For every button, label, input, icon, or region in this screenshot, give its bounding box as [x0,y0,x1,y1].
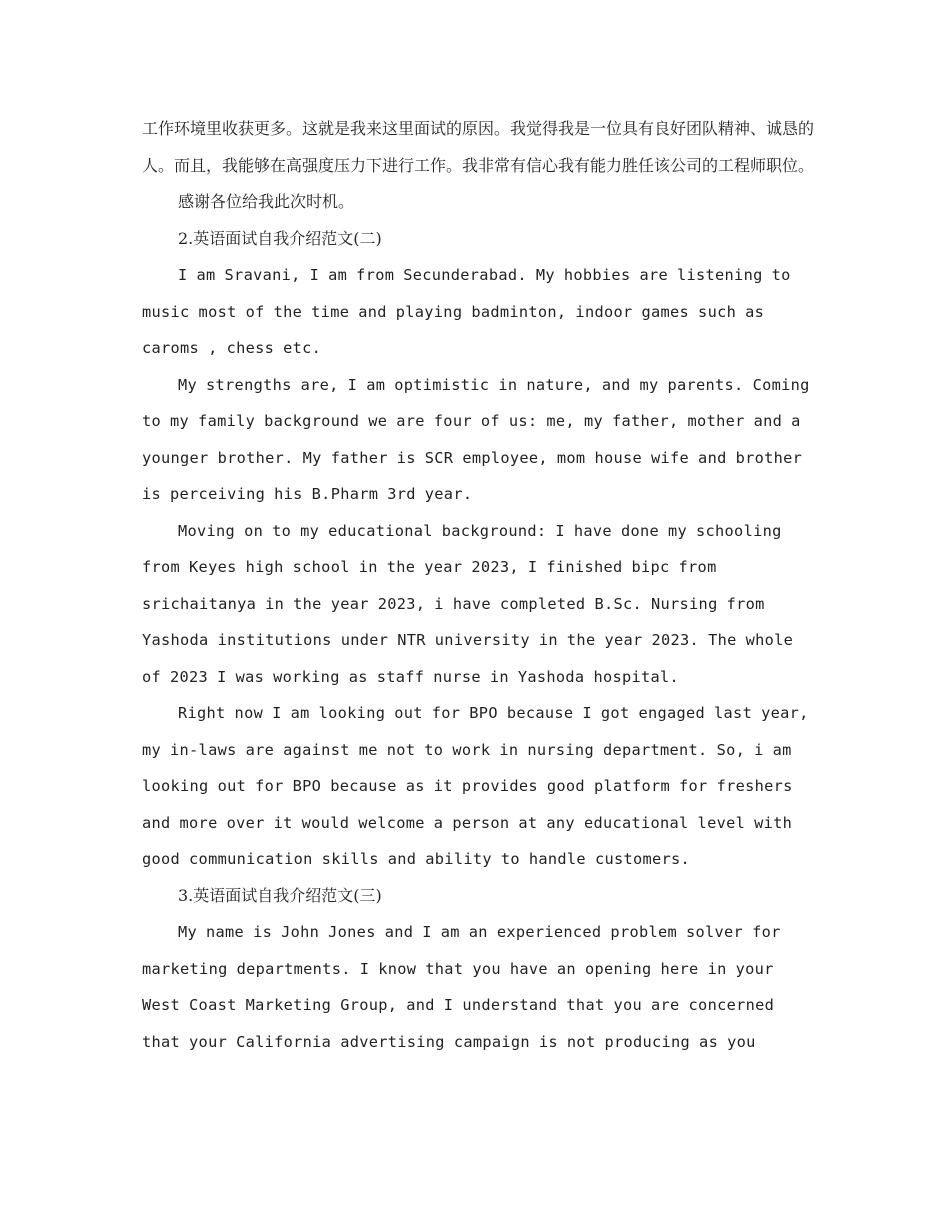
document-body [142,111,814,1060]
paragraph-strengths-family: My strengths are, I am optimistic in nature, and my parents. Coming to my family background we are four of us: me, my father, mother and a younger brother. My father is SCR employee, mom house wife and brother is perceiving his B.Pharm 3rd year. [142,375,810,503]
paragraph-bpo: Right now I am looking out for BPO because I got engaged last year, my in-laws are against me not to work in nursing department. So, i am looking out for BPO because as it provides good platform for freshers and more over it would welcome a person at any educational level with good communication skills and ability to handle customers. [142,704,809,868]
paragraph-john-jones: My name is John Jones and I am an experienced problem solver for marketing departments. I know that you have an opening here in your West Coast Marketing Group, and I understand that you are concerned that your California advertising campaign is not producing as you [142,923,781,1051]
paragraph-chinese-intro-end: 工作环境里收获更多。这就是我来这里面试的原因。我觉得我是一位具有良好团队精神、诚恳的人。而且，我能够在高强度压力下进行工作。我非常有信心我有能力胜任该公司的工程师职位。 [142,119,815,175]
paragraph-thanks: 感谢各位给我此次时机。 [178,192,355,211]
paragraph-education: Moving on to my educational background: I have done my schooling from Keyes high school in the year 2023, I finished bipc from srichaitanya in the year 2023, i have completed B.Sc. Nursing from Yashoda institutions under NTR university in the year 2023. The whole of 2023 I was working as staff nurse in Yashoda hospital. [142,521,794,686]
paragraph-hobbies: I am Sravani, I am from Secunderabad. My hobbies are listening to music most of the time and playing badminton, indoor games such as caroms , chess etc. [142,266,791,357]
section-heading-3: 3.英语面试自我介绍范文(三) [178,885,382,905]
section-heading-2: 2.英语面试自我介绍范文(二) [178,228,382,248]
